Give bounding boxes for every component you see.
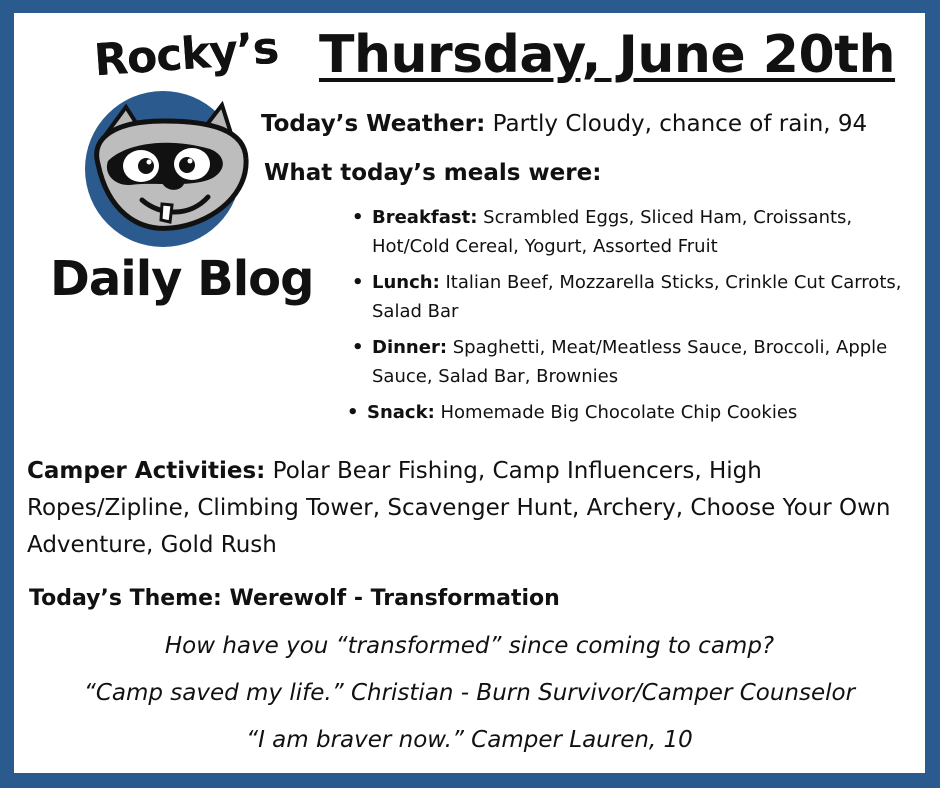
quote-lauren: “I am braver now.” Camper Lauren, 10 xyxy=(246,727,693,753)
meal-label: Breakfast: xyxy=(372,207,478,228)
meal-item-lunch xyxy=(350,268,920,326)
meal-item-breakfast xyxy=(350,203,920,261)
weather-line xyxy=(261,111,867,137)
meal-value: Italian Beef, Mozzarella Sticks, Crinkle Cut Carrots, Salad Bar xyxy=(372,272,902,322)
logo-bottom-text: Daily Blog xyxy=(50,251,314,307)
meal-label: Snack: xyxy=(367,402,435,423)
meal-list xyxy=(350,203,920,434)
raccoon-face-icon xyxy=(68,89,278,249)
quote-christian: “Camp saved my life.” Christian - Burn Survivor/Camper Counselor xyxy=(83,680,856,706)
activities-value: Polar Bear Fishing, Camp Influencers, High Ropes/Zipline, Climbing Tower, Scavenger Hunt, Archery, Choose Your Own Adventure, Gold Rush xyxy=(27,458,891,558)
camper-activities xyxy=(27,453,907,564)
meal-item-snack xyxy=(345,398,920,427)
meals-title: What today’s meals were: xyxy=(264,160,602,186)
meal-value: Scrambled Eggs, Sliced Ham, Croissants, Hot/Cold Cereal, Yogurt, Assorted Fruit xyxy=(372,207,853,257)
meal-value: Spaghetti, Meat/Meatless Sauce, Broccoli, Apple Sauce, Salad Bar, Brownies xyxy=(372,337,888,387)
theme-heading: Today’s Theme: Werewolf - Transformation xyxy=(29,586,560,611)
weather-label: Today’s Weather: xyxy=(261,111,486,137)
logo-top-text: Rocky’s xyxy=(92,22,280,87)
theme-question: How have you “transformed” since coming to camp? xyxy=(164,633,775,659)
activities-label: Camper Activities: xyxy=(27,458,266,484)
weather-value: Partly Cloudy, chance of rain, 94 xyxy=(485,111,868,137)
meal-label: Lunch: xyxy=(372,272,440,293)
page-title-date: Thursday, June 20th xyxy=(319,25,896,85)
meal-item-dinner xyxy=(350,333,920,391)
meal-value: Homemade Big Chocolate Chip Cookies xyxy=(434,402,798,423)
blog-card xyxy=(14,13,925,773)
meal-label: Dinner: xyxy=(372,337,448,358)
